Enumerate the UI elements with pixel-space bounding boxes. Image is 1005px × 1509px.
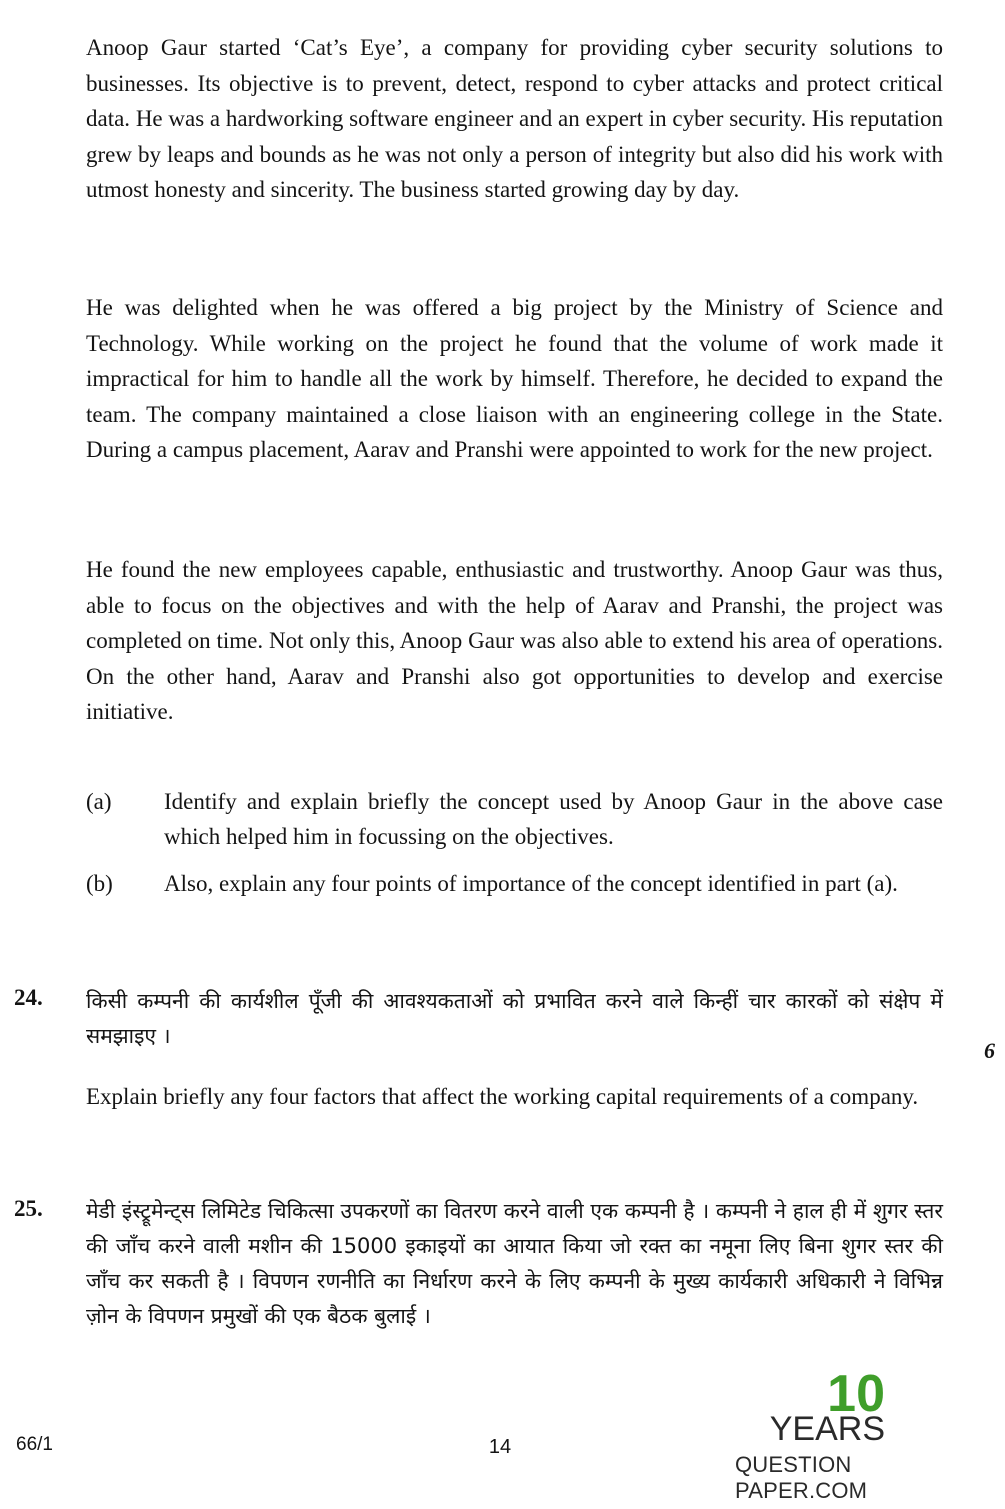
sub-question-label: (b) bbox=[86, 871, 113, 896]
sub-question-label: (a) bbox=[86, 789, 112, 814]
sub-question-text: Also, explain any four points of importance of the concept identified in part (a). bbox=[164, 871, 898, 896]
case-paragraph-2: He was delighted when he was offered a big project by the Ministry of Science and Technology. While working on the project he found that the volume of work made it impractical for him to handle all the work by himself. Therefore, he decided to expand the team. The company maintained a close liaison with an engineering college in the State. During a campus placement, Aarav and Pranshi were appointed to work for the new project. bbox=[86, 295, 943, 462]
case-paragraph-1: Anoop Gaur started ‘Cat’s Eye’, a company for providing cyber security solutions to businesses. Its objective is to prevent, detect, respond to cyber attacks and protect critical data. He was a hardworking software engineer and an expert in cyber security. His reputation grew by leaps and bounds as he was not only a person of integrity but also did his work with utmost honesty and sincerity. The business started growing day by day. bbox=[86, 35, 943, 202]
watermark-logo bbox=[735, 1365, 980, 1503]
watermark-site: QUESTION PAPER.COM bbox=[735, 1452, 868, 1503]
question-25-hindi: मेडी इंस्ट्रूमेन्ट्स लिमिटेड चिकित्सा उपकरणों का वितरण करने वाली एक कम्पनी है । कम्पनी ने हाल ही में शुगर स्तर की जाँच करने वाली मशीन की 15000 इकाइयों का आयात किया जो रक्त का नमूना लिए बिना शुगर स्तर की जाँच कर सकती है । विपणन रणनीति का निर्धारण करने के लिए कम्पनी के मुख्य कार्यकारी अधिकारी ने विभिन्न ज़ोन के विपणन प्रमुखों की एक बैठक बुलाई । bbox=[86, 1199, 943, 1328]
page-number: 14 bbox=[488, 1436, 512, 1458]
question-24-english: Explain briefly any four factors that affect the working capital requirements of a company. bbox=[86, 1084, 919, 1109]
question-number-25: 25. bbox=[14, 1196, 43, 1221]
paper-code: 66/1 bbox=[16, 1434, 53, 1455]
question-number-24: 24. bbox=[14, 985, 43, 1010]
watermark-years: YEARS bbox=[769, 1410, 885, 1448]
sub-question-text: Identify and explain briefly the concept used by Anoop Gaur in the above case which helped him in focussing on the objectives. bbox=[164, 789, 943, 849]
marks-label: 6 bbox=[984, 1038, 995, 1063]
watermark-number: 10 bbox=[827, 1365, 885, 1423]
case-paragraph-3: He found the new employees capable, enthusiastic and trustworthy. Anoop Gaur was thus, able to focus on the objectives and with the help of Aarav and Pranshi, the project was completed on time. Not only this, Anoop Gaur was also able to extend his area of operations. On the other hand, Aarav and Pranshi also got opportunities to develop and exercise initiative. bbox=[86, 557, 943, 724]
question-24-hindi: किसी कम्पनी की कार्यशील पूँजी की आवश्यकताओं को प्रभावित करने वाले किन्हीं चार कारकों को संक्षेप में समझाइए । bbox=[86, 989, 943, 1048]
